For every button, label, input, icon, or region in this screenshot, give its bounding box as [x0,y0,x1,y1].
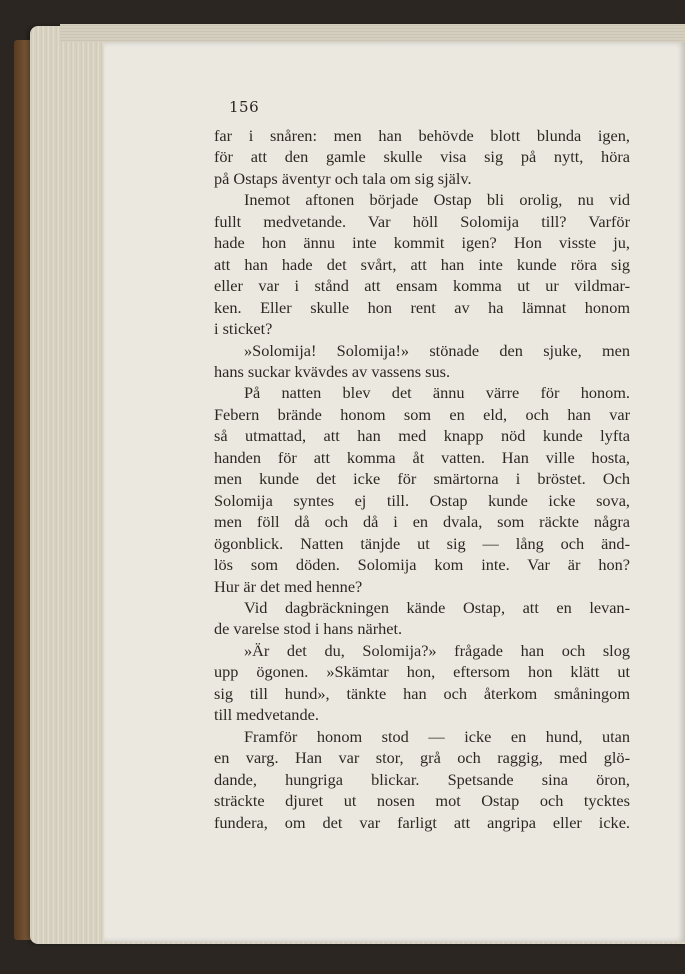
page-text [214,125,630,833]
text-line: fullt medvetande. Var höll Solomija till? Varför [214,211,630,231]
text-line: Solomija syntes ej till. Ostap kunde icke sova, [214,490,630,510]
text-line: en varg. Han var stor, grå och raggig, med glö- [214,748,630,768]
text-line: så utmattad, att han med knapp nöd kunde lyfta [214,426,630,446]
text-line: till medvetande. [214,705,319,725]
text-line: ken. Eller skulle hon rent av ha lämnat honom [214,297,630,317]
text-line: hade hon ännu inte kommit igen? Hon visste ju, [214,233,630,253]
book-page [104,42,685,942]
text-line: Framför honom stod — icke en hund, utan [244,726,630,746]
text-line: sig till hund», tänkte han och återkom småningom [214,683,630,703]
text-line: men kunde det icke för smärtorna i bröstet. Och [214,469,630,489]
text-line: handen för att komma åt vatten. Han ville hosta, [214,447,630,467]
text-line: upp ögonen. »Skämtar hon, eftersom hon klätt ut [214,662,630,682]
text-line: de varelse stod i hans närhet. [214,619,403,639]
text-line: hans suckar kvävdes av vassens sus. [214,361,451,381]
text-line: eller var i stånd att ensam komma ut ur vildmar- [214,276,630,296]
text-line: På natten blev det ännu värre för honom. [244,383,630,403]
text-line: Hur är det med henne? [214,576,363,596]
text-line: far i snåren: men han behövde blott blunda igen, [214,126,630,145]
text-line: att han hade det svårt, att han inte kunde röra sig [214,254,630,274]
page-number: 156 [229,98,260,116]
text-line: i sticket? [214,319,273,339]
text-line: fundera, om det var farligt att angripa eller icke. [214,812,630,832]
text-line: Inemot aftonen började Ostap bli orolig, nu vid [244,190,630,210]
text-line: »Är det du, Solomija?» frågade han och slog [244,640,630,660]
text-line: på Ostaps äventyr och tala om sig själv. [214,168,472,188]
text-line: Febern brände honom som en eld, och han var [214,404,630,424]
text-line: men föll då och då i en dvala, som räckte några [214,512,630,532]
text-line: lös som döden. Solomija kom inte. Var är hon? [214,555,630,575]
page-edges-top [60,24,685,42]
text-line: ögonblick. Natten tänjde ut sig — lång och änd- [214,533,630,553]
text-line: »Solomija! Solomija!» stönade den sjuke, men [244,340,630,360]
text-line: sträckte djuret ut nosen mot Ostap och tycktes [214,791,630,811]
text-line: dande, hungriga blickar. Spetsande sina öron, [214,769,630,789]
text-line: Vid dagbräckningen kände Ostap, att en levan- [244,597,630,617]
text-line: för att den gamle skulle visa sig på nytt, höra [214,147,630,167]
